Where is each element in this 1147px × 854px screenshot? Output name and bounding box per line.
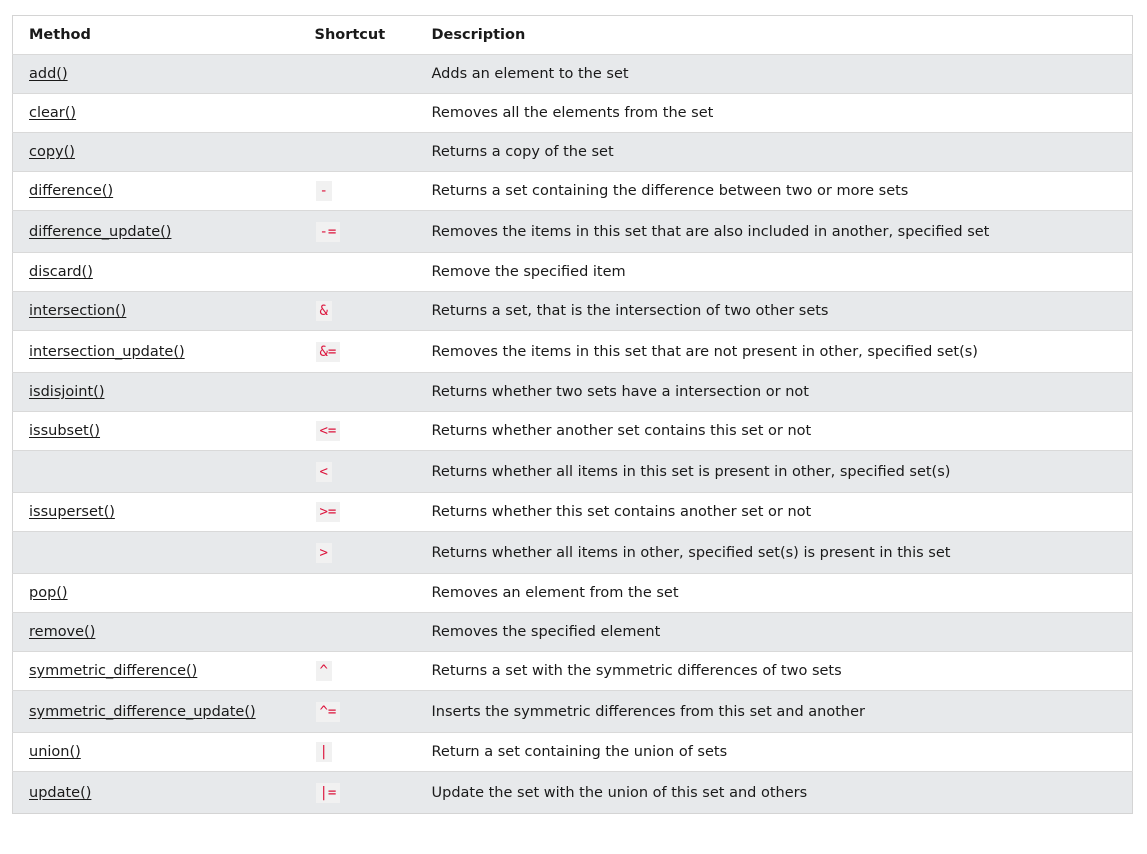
method-link[interactable]: discard(): [29, 264, 93, 280]
table-header: [13, 16, 1133, 55]
set-methods-table-container: [12, 15, 1132, 814]
method-cell: [13, 211, 315, 253]
method-cell: [13, 772, 315, 814]
table-row: [13, 172, 1133, 211]
shortcut-operator: >: [316, 543, 332, 563]
shortcut-operator: |: [316, 742, 332, 762]
shortcut-cell: [315, 253, 419, 292]
table-row: [13, 691, 1133, 733]
shortcut-cell: [315, 331, 419, 373]
description-cell: Returns a set containing the difference between two or more sets: [431, 183, 909, 199]
description-cell: Removes the items in this set that are not present in other, specified set(s): [431, 343, 978, 360]
method-cell: [13, 412, 315, 451]
shortcut-operator: |=: [316, 783, 341, 803]
description-cell: Returns whether two sets have a intersection or not: [431, 384, 809, 400]
shortcut-cell: [315, 451, 419, 493]
method-cell: [13, 613, 315, 652]
shortcut-cell: [315, 55, 419, 94]
description-cell: Returns whether all items in this set is present in other, specified set(s): [431, 463, 951, 480]
method-cell: [13, 451, 315, 493]
table-row: [13, 331, 1133, 373]
method-cell: [13, 133, 315, 172]
table-body: [13, 55, 1133, 814]
method-cell: [13, 574, 315, 613]
shortcut-cell: [315, 532, 419, 574]
shortcut-operator: <=: [316, 421, 341, 441]
table-row: [13, 55, 1133, 94]
shortcut-operator: ^: [316, 661, 332, 681]
shortcut-operator: >=: [316, 502, 341, 522]
table-row: [13, 211, 1133, 253]
method-link[interactable]: remove(): [29, 624, 96, 640]
method-link[interactable]: issubset(): [29, 423, 101, 439]
shortcut-cell: [315, 172, 419, 211]
method-link[interactable]: issuperset(): [29, 504, 115, 520]
method-link[interactable]: difference_update(): [29, 223, 172, 240]
shortcut-cell: [315, 94, 419, 133]
description-cell: Returns a set with the symmetric differences of two sets: [431, 663, 842, 679]
description-cell: Removes the items in this set that are also included in another, specified set: [431, 223, 990, 240]
method-link[interactable]: add(): [29, 66, 68, 82]
shortcut-cell: [315, 691, 419, 733]
header-row: [13, 16, 1133, 55]
method-link[interactable]: pop(): [29, 585, 68, 601]
table-row: [13, 94, 1133, 133]
description-cell: Removes all the elements from the set: [431, 105, 714, 121]
method-cell: [13, 292, 315, 331]
description-cell: Returns whether another set contains this set or not: [431, 423, 812, 439]
table-row: [13, 373, 1133, 412]
table-row: [13, 451, 1133, 493]
table-row: [13, 532, 1133, 574]
method-cell: [13, 691, 315, 733]
table-row: [13, 493, 1133, 532]
method-link[interactable]: copy(): [29, 144, 75, 160]
shortcut-cell: [315, 733, 419, 772]
shortcut-operator: ^=: [316, 702, 341, 722]
method-link[interactable]: difference(): [29, 183, 114, 199]
shortcut-cell: [315, 493, 419, 532]
method-link[interactable]: clear(): [29, 105, 77, 121]
table-row: [13, 613, 1133, 652]
table-row: [13, 253, 1133, 292]
header-description: Description: [431, 27, 526, 43]
shortcut-cell: [315, 772, 419, 814]
description-cell: Returns whether this set contains another set or not: [431, 504, 812, 520]
header-method: Method: [29, 27, 91, 43]
header-shortcut: Shortcut: [314, 27, 386, 43]
table-row: [13, 772, 1133, 814]
description-cell: Adds an element to the set: [431, 66, 629, 82]
shortcut-cell: [315, 613, 419, 652]
table-row: [13, 133, 1133, 172]
table-row: [13, 733, 1133, 772]
method-link[interactable]: update(): [29, 784, 92, 801]
method-cell: [13, 493, 315, 532]
shortcut-operator: -: [316, 181, 332, 201]
table-row: [13, 412, 1133, 451]
table-row: [13, 574, 1133, 613]
description-cell: Inserts the symmetric differences from this set and another: [431, 703, 865, 720]
method-cell: [13, 172, 315, 211]
method-link[interactable]: symmetric_difference(): [29, 663, 198, 679]
method-cell: [13, 532, 315, 574]
shortcut-cell: [315, 211, 419, 253]
method-link[interactable]: symmetric_difference_update(): [29, 703, 256, 720]
shortcut-cell: [315, 652, 419, 691]
description-cell: Returns a copy of the set: [431, 144, 614, 160]
description-cell: Removes the specified element: [431, 624, 661, 640]
method-link[interactable]: intersection_update(): [29, 343, 185, 360]
set-methods-table: [12, 15, 1133, 814]
description-cell: Returns a set, that is the intersection of two other sets: [431, 303, 829, 319]
shortcut-cell: [315, 133, 419, 172]
description-cell: Return a set containing the union of sets: [431, 744, 728, 760]
shortcut-cell: [315, 574, 419, 613]
table-row: [13, 292, 1133, 331]
method-cell: [13, 253, 315, 292]
shortcut-cell: [315, 373, 419, 412]
method-link[interactable]: isdisjoint(): [29, 384, 105, 400]
method-link[interactable]: union(): [29, 744, 81, 760]
method-cell: [13, 733, 315, 772]
shortcut-operator: &: [316, 301, 332, 321]
method-link[interactable]: intersection(): [29, 303, 127, 319]
shortcut-operator: -=: [316, 222, 341, 242]
description-cell: Removes an element from the set: [431, 585, 679, 601]
shortcut-operator: <: [316, 462, 332, 482]
method-cell: [13, 55, 315, 94]
shortcut-cell: [315, 292, 419, 331]
description-cell: Returns whether all items in other, specified set(s) is present in this set: [431, 544, 951, 561]
method-cell: [13, 373, 315, 412]
method-cell: [13, 331, 315, 373]
shortcut-operator: &=: [316, 342, 341, 362]
method-cell: [13, 652, 315, 691]
table-row: [13, 652, 1133, 691]
shortcut-cell: [315, 412, 419, 451]
description-cell: Update the set with the union of this set and others: [431, 784, 808, 801]
method-cell: [13, 94, 315, 133]
description-cell: Remove the specified item: [431, 264, 626, 280]
